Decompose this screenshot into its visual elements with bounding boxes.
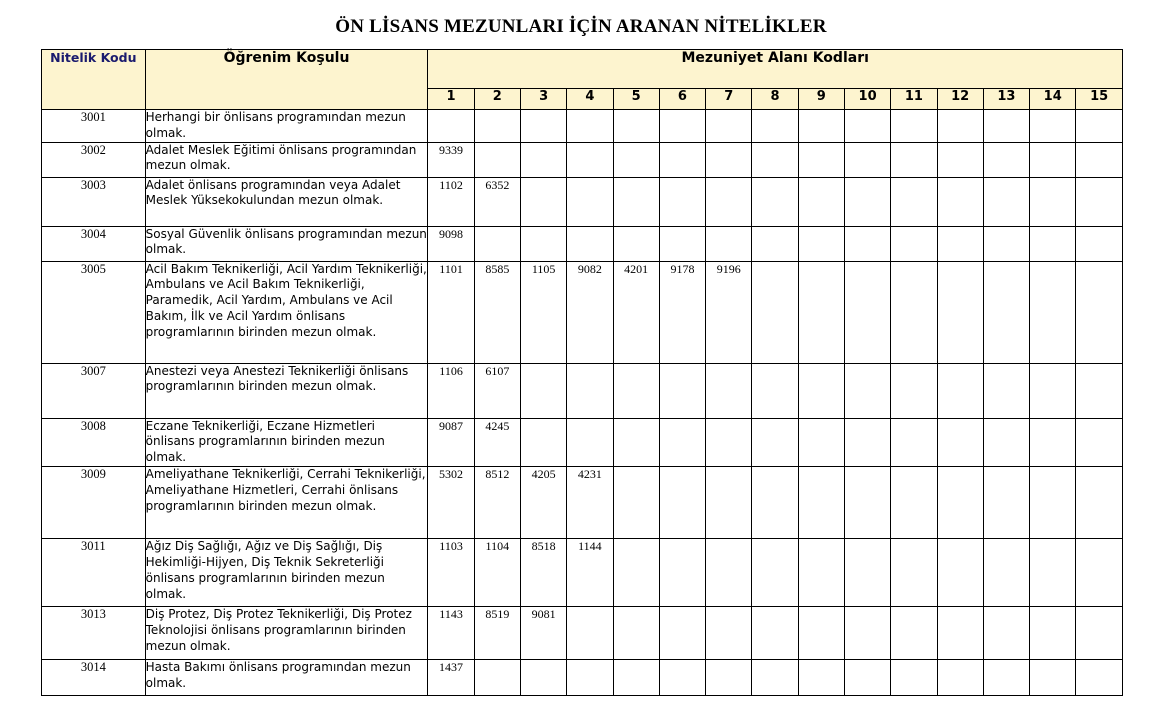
cell-mezuniyet-alan-kodu — [659, 142, 705, 177]
cell-mezuniyet-alan-kodu — [613, 418, 659, 466]
cell-mezuniyet-alan-kodu — [567, 363, 613, 418]
cell-mezuniyet-alan-kodu — [798, 539, 844, 607]
table-row — [42, 467, 1123, 539]
cell-mezuniyet-alan-kodu — [1076, 467, 1123, 539]
cell-mezuniyet-alan-kodu — [1030, 660, 1076, 696]
cell-mezuniyet-alan-kodu — [706, 607, 752, 660]
cell-mezuniyet-alan-kodu — [706, 363, 752, 418]
cell-mezuniyet-alan-kodu — [520, 226, 566, 261]
cell-mezuniyet-alan-kodu — [520, 418, 566, 466]
cell-mezuniyet-alan-kodu — [983, 660, 1029, 696]
cell-mezuniyet-alan-kodu — [798, 261, 844, 363]
cell-mezuniyet-alan-kodu — [937, 110, 983, 143]
cell-mezuniyet-alan-kodu — [1030, 261, 1076, 363]
cell-ogrenim-kosulu: Hasta Bakımı önlisans programından mezun olmak. — [145, 660, 428, 696]
cell-mezuniyet-alan-kodu — [706, 110, 752, 143]
cell-mezuniyet-alan-kodu — [937, 660, 983, 696]
cell-mezuniyet-alan-kodu — [983, 607, 1029, 660]
cell-mezuniyet-alan-kodu: 6352 — [474, 177, 520, 226]
cell-mezuniyet-alan-kodu — [798, 660, 844, 696]
header-col-6: 6 — [659, 89, 705, 110]
cell-mezuniyet-alan-kodu — [1076, 660, 1123, 696]
cell-mezuniyet-alan-kodu — [798, 110, 844, 143]
header-col-10: 10 — [844, 89, 890, 110]
cell-mezuniyet-alan-kodu — [520, 110, 566, 143]
cell-mezuniyet-alan-kodu — [752, 467, 798, 539]
cell-mezuniyet-alan-kodu — [891, 539, 937, 607]
cell-ogrenim-kosulu: Acil Bakım Teknikerliği, Acil Yardım Teknikerliği, Ambulans ve Acil Bakım Teknikerliği, Paramedik, Acil Yardım, Ambulans ve Acil Bakım, İlk ve Acil Yardım önlisans programlarının birinden mezun olmak. — [145, 261, 428, 363]
cell-mezuniyet-alan-kodu: 9087 — [428, 418, 474, 466]
table-row — [42, 226, 1123, 261]
cell-mezuniyet-alan-kodu — [844, 226, 890, 261]
cell-mezuniyet-alan-kodu — [1076, 607, 1123, 660]
cell-mezuniyet-alan-kodu — [891, 660, 937, 696]
cell-mezuniyet-alan-kodu: 1106 — [428, 363, 474, 418]
header-col-3: 3 — [520, 89, 566, 110]
cell-mezuniyet-alan-kodu — [844, 418, 890, 466]
cell-mezuniyet-alan-kodu — [659, 660, 705, 696]
cell-mezuniyet-alan-kodu — [706, 177, 752, 226]
cell-mezuniyet-alan-kodu — [1030, 467, 1076, 539]
cell-mezuniyet-alan-kodu — [937, 142, 983, 177]
cell-nitelik-kodu: 3007 — [42, 363, 146, 418]
cell-nitelik-kodu: 3008 — [42, 418, 146, 466]
cell-mezuniyet-alan-kodu — [613, 660, 659, 696]
cell-ogrenim-kosulu: Ameliyathane Teknikerliği, Cerrahi Teknikerliği, Ameliyathane Hizmetleri, Cerrahi önlisans programlarının birinden mezun olmak. — [145, 467, 428, 539]
cell-mezuniyet-alan-kodu — [613, 363, 659, 418]
header-col-11: 11 — [891, 89, 937, 110]
cell-mezuniyet-alan-kodu — [613, 467, 659, 539]
cell-mezuniyet-alan-kodu — [613, 177, 659, 226]
cell-mezuniyet-alan-kodu — [1030, 363, 1076, 418]
table-row — [42, 539, 1123, 607]
cell-mezuniyet-alan-kodu — [567, 607, 613, 660]
cell-mezuniyet-alan-kodu — [706, 660, 752, 696]
cell-mezuniyet-alan-kodu: 1105 — [520, 261, 566, 363]
cell-ogrenim-kosulu: Sosyal Güvenlik önlisans programından mezun olmak. — [145, 226, 428, 261]
cell-mezuniyet-alan-kodu — [983, 261, 1029, 363]
cell-mezuniyet-alan-kodu — [752, 539, 798, 607]
cell-mezuniyet-alan-kodu — [613, 607, 659, 660]
cell-mezuniyet-alan-kodu — [983, 539, 1029, 607]
cell-ogrenim-kosulu: Anestezi veya Anestezi Teknikerliği önlisans programlarının birinden mezun olmak. — [145, 363, 428, 418]
cell-mezuniyet-alan-kodu — [1076, 363, 1123, 418]
header-col-14: 14 — [1030, 89, 1076, 110]
cell-mezuniyet-alan-kodu — [983, 226, 1029, 261]
cell-mezuniyet-alan-kodu: 1102 — [428, 177, 474, 226]
table-row — [42, 261, 1123, 363]
cell-mezuniyet-alan-kodu — [891, 177, 937, 226]
cell-mezuniyet-alan-kodu: 9339 — [428, 142, 474, 177]
cell-mezuniyet-alan-kodu — [474, 660, 520, 696]
cell-mezuniyet-alan-kodu — [798, 467, 844, 539]
header-col-7: 7 — [706, 89, 752, 110]
page-title: ÖN LİSANS MEZUNLARI İÇİN ARANAN NİTELİKLER — [335, 16, 827, 37]
cell-mezuniyet-alan-kodu — [844, 660, 890, 696]
header-col-2: 2 — [474, 89, 520, 110]
cell-mezuniyet-alan-kodu — [1076, 418, 1123, 466]
cell-mezuniyet-alan-kodu — [752, 660, 798, 696]
cell-mezuniyet-alan-kodu — [567, 177, 613, 226]
cell-ogrenim-kosulu: Adalet önlisans programından veya Adalet Meslek Yüksekokulundan mezun olmak. — [145, 177, 428, 226]
cell-mezuniyet-alan-kodu — [891, 226, 937, 261]
cell-mezuniyet-alan-kodu — [428, 110, 474, 143]
cell-mezuniyet-alan-kodu — [520, 177, 566, 226]
cell-mezuniyet-alan-kodu — [844, 261, 890, 363]
cell-mezuniyet-alan-kodu: 8519 — [474, 607, 520, 660]
header-col-15: 15 — [1076, 89, 1123, 110]
cell-mezuniyet-alan-kodu — [891, 363, 937, 418]
cell-mezuniyet-alan-kodu — [706, 467, 752, 539]
header-col-12: 12 — [937, 89, 983, 110]
cell-mezuniyet-alan-kodu — [844, 467, 890, 539]
cell-nitelik-kodu: 3009 — [42, 467, 146, 539]
cell-mezuniyet-alan-kodu — [752, 261, 798, 363]
cell-mezuniyet-alan-kodu — [752, 142, 798, 177]
cell-mezuniyet-alan-kodu — [891, 261, 937, 363]
cell-mezuniyet-alan-kodu — [1076, 177, 1123, 226]
cell-mezuniyet-alan-kodu: 4205 — [520, 467, 566, 539]
table-header — [42, 50, 1123, 110]
cell-mezuniyet-alan-kodu — [891, 607, 937, 660]
header-col-5: 5 — [613, 89, 659, 110]
cell-mezuniyet-alan-kodu: 9178 — [659, 261, 705, 363]
nitelik-table — [41, 49, 1123, 696]
header-nitelik-kodu: Nitelik Kodu — [42, 50, 146, 110]
cell-mezuniyet-alan-kodu — [752, 226, 798, 261]
cell-mezuniyet-alan-kodu — [844, 142, 890, 177]
cell-mezuniyet-alan-kodu — [752, 177, 798, 226]
cell-mezuniyet-alan-kodu — [659, 418, 705, 466]
cell-mezuniyet-alan-kodu — [520, 363, 566, 418]
cell-mezuniyet-alan-kodu — [659, 177, 705, 226]
cell-mezuniyet-alan-kodu — [891, 418, 937, 466]
cell-mezuniyet-alan-kodu — [567, 110, 613, 143]
cell-mezuniyet-alan-kodu — [752, 110, 798, 143]
cell-mezuniyet-alan-kodu — [1076, 142, 1123, 177]
cell-mezuniyet-alan-kodu: 1144 — [567, 539, 613, 607]
cell-mezuniyet-alan-kodu — [844, 177, 890, 226]
cell-mezuniyet-alan-kodu: 9081 — [520, 607, 566, 660]
cell-mezuniyet-alan-kodu — [937, 226, 983, 261]
cell-mezuniyet-alan-kodu — [613, 539, 659, 607]
cell-mezuniyet-alan-kodu — [567, 226, 613, 261]
table-row — [42, 418, 1123, 466]
header-col-8: 8 — [752, 89, 798, 110]
cell-nitelik-kodu: 3004 — [42, 226, 146, 261]
cell-mezuniyet-alan-kodu — [937, 363, 983, 418]
cell-nitelik-kodu: 3013 — [42, 607, 146, 660]
cell-mezuniyet-alan-kodu — [752, 418, 798, 466]
cell-mezuniyet-alan-kodu — [613, 142, 659, 177]
cell-nitelik-kodu: 3003 — [42, 177, 146, 226]
cell-ogrenim-kosulu: Herhangi bir önlisans programından mezun olmak. — [145, 110, 428, 143]
cell-mezuniyet-alan-kodu — [937, 261, 983, 363]
cell-mezuniyet-alan-kodu — [891, 110, 937, 143]
cell-mezuniyet-alan-kodu: 8512 — [474, 467, 520, 539]
cell-mezuniyet-alan-kodu — [474, 142, 520, 177]
table-row — [42, 142, 1123, 177]
cell-mezuniyet-alan-kodu — [659, 607, 705, 660]
cell-mezuniyet-alan-kodu — [706, 539, 752, 607]
cell-mezuniyet-alan-kodu — [983, 363, 1029, 418]
cell-mezuniyet-alan-kodu — [937, 467, 983, 539]
cell-mezuniyet-alan-kodu — [844, 607, 890, 660]
cell-mezuniyet-alan-kodu: 4231 — [567, 467, 613, 539]
cell-mezuniyet-alan-kodu: 9196 — [706, 261, 752, 363]
cell-ogrenim-kosulu: Eczane Teknikerliği, Eczane Hizmetleri önlisans programlarının birinden mezun olmak. — [145, 418, 428, 466]
cell-mezuniyet-alan-kodu — [983, 142, 1029, 177]
cell-mezuniyet-alan-kodu — [1076, 539, 1123, 607]
cell-mezuniyet-alan-kodu: 1143 — [428, 607, 474, 660]
cell-mezuniyet-alan-kodu: 4245 — [474, 418, 520, 466]
cell-mezuniyet-alan-kodu — [798, 142, 844, 177]
cell-mezuniyet-alan-kodu — [520, 142, 566, 177]
cell-mezuniyet-alan-kodu: 5302 — [428, 467, 474, 539]
cell-mezuniyet-alan-kodu — [520, 660, 566, 696]
cell-mezuniyet-alan-kodu — [706, 226, 752, 261]
cell-mezuniyet-alan-kodu — [1076, 110, 1123, 143]
cell-mezuniyet-alan-kodu — [567, 660, 613, 696]
cell-mezuniyet-alan-kodu — [613, 226, 659, 261]
cell-mezuniyet-alan-kodu: 9082 — [567, 261, 613, 363]
cell-mezuniyet-alan-kodu — [983, 110, 1029, 143]
cell-mezuniyet-alan-kodu — [1030, 607, 1076, 660]
cell-mezuniyet-alan-kodu — [1076, 261, 1123, 363]
cell-mezuniyet-alan-kodu — [613, 110, 659, 143]
cell-nitelik-kodu: 3005 — [42, 261, 146, 363]
cell-mezuniyet-alan-kodu: 1103 — [428, 539, 474, 607]
header-ogrenim-kosulu: Öğrenim Koşulu — [145, 50, 428, 110]
cell-mezuniyet-alan-kodu — [474, 110, 520, 143]
cell-mezuniyet-alan-kodu: 8518 — [520, 539, 566, 607]
cell-mezuniyet-alan-kodu — [567, 142, 613, 177]
cell-mezuniyet-alan-kodu — [937, 539, 983, 607]
cell-mezuniyet-alan-kodu — [983, 467, 1029, 539]
cell-mezuniyet-alan-kodu — [891, 142, 937, 177]
cell-mezuniyet-alan-kodu — [798, 418, 844, 466]
cell-mezuniyet-alan-kodu — [983, 418, 1029, 466]
cell-mezuniyet-alan-kodu — [1030, 539, 1076, 607]
cell-mezuniyet-alan-kodu — [1030, 110, 1076, 143]
cell-mezuniyet-alan-kodu: 8585 — [474, 261, 520, 363]
cell-mezuniyet-alan-kodu — [1030, 142, 1076, 177]
cell-mezuniyet-alan-kodu — [1076, 226, 1123, 261]
cell-mezuniyet-alan-kodu — [474, 226, 520, 261]
cell-mezuniyet-alan-kodu — [798, 607, 844, 660]
cell-ogrenim-kosulu: Adalet Meslek Eğitimi önlisans programından mezun olmak. — [145, 142, 428, 177]
cell-mezuniyet-alan-kodu — [1030, 177, 1076, 226]
cell-mezuniyet-alan-kodu — [1030, 226, 1076, 261]
table-row — [42, 110, 1123, 143]
cell-mezuniyet-alan-kodu — [706, 142, 752, 177]
cell-mezuniyet-alan-kodu — [659, 110, 705, 143]
cell-mezuniyet-alan-kodu — [937, 607, 983, 660]
cell-mezuniyet-alan-kodu — [983, 177, 1029, 226]
cell-mezuniyet-alan-kodu — [891, 467, 937, 539]
table-row — [42, 607, 1123, 660]
header-col-9: 9 — [798, 89, 844, 110]
header-col-1: 1 — [428, 89, 474, 110]
cell-ogrenim-kosulu: Diş Protez, Diş Protez Teknikerliği, Diş Protez Teknolojisi önlisans programlarının birinden mezun olmak. — [145, 607, 428, 660]
header-col-4: 4 — [567, 89, 613, 110]
table-body — [42, 110, 1123, 696]
cell-mezuniyet-alan-kodu — [659, 467, 705, 539]
cell-mezuniyet-alan-kodu: 1437 — [428, 660, 474, 696]
cell-mezuniyet-alan-kodu — [752, 363, 798, 418]
cell-nitelik-kodu: 3014 — [42, 660, 146, 696]
cell-ogrenim-kosulu: Ağız Diş Sağlığı, Ağız ve Diş Sağlığı, Diş Hekimliği-Hijyen, Diş Teknik Sekreterliği önlisans programlarının birinden mezun olmak. — [145, 539, 428, 607]
cell-mezuniyet-alan-kodu: 1104 — [474, 539, 520, 607]
cell-mezuniyet-alan-kodu — [752, 607, 798, 660]
cell-nitelik-kodu: 3002 — [42, 142, 146, 177]
cell-mezuniyet-alan-kodu — [844, 539, 890, 607]
header-mezuniyet-alani-kodlari: Mezuniyet Alanı Kodları — [428, 50, 1123, 89]
cell-mezuniyet-alan-kodu — [798, 177, 844, 226]
cell-mezuniyet-alan-kodu — [659, 363, 705, 418]
cell-mezuniyet-alan-kodu: 6107 — [474, 363, 520, 418]
cell-nitelik-kodu: 3001 — [42, 110, 146, 143]
table-row — [42, 660, 1123, 696]
table-row — [42, 177, 1123, 226]
cell-mezuniyet-alan-kodu — [659, 539, 705, 607]
cell-mezuniyet-alan-kodu: 4201 — [613, 261, 659, 363]
header-col-13: 13 — [983, 89, 1029, 110]
cell-mezuniyet-alan-kodu — [567, 418, 613, 466]
cell-mezuniyet-alan-kodu: 9098 — [428, 226, 474, 261]
cell-mezuniyet-alan-kodu — [937, 418, 983, 466]
cell-mezuniyet-alan-kodu: 1101 — [428, 261, 474, 363]
cell-mezuniyet-alan-kodu — [706, 418, 752, 466]
cell-mezuniyet-alan-kodu — [937, 177, 983, 226]
cell-mezuniyet-alan-kodu — [659, 226, 705, 261]
cell-mezuniyet-alan-kodu — [844, 363, 890, 418]
cell-nitelik-kodu: 3011 — [42, 539, 146, 607]
cell-mezuniyet-alan-kodu — [798, 226, 844, 261]
cell-mezuniyet-alan-kodu — [798, 363, 844, 418]
table-row — [42, 363, 1123, 418]
cell-mezuniyet-alan-kodu — [1030, 418, 1076, 466]
cell-mezuniyet-alan-kodu — [844, 110, 890, 143]
